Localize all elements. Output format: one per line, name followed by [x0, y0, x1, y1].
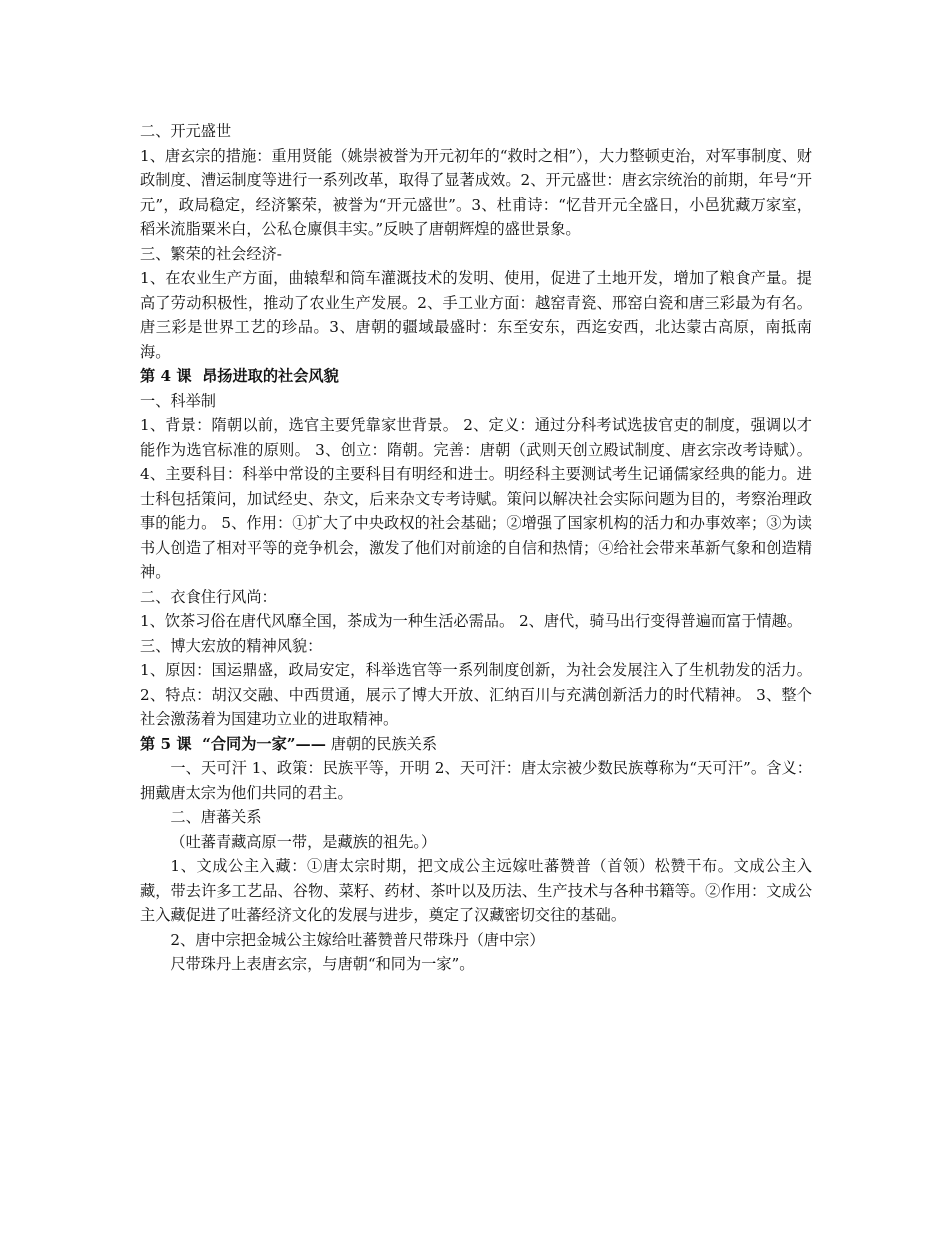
paragraph: 1、文成公主入藏：①唐太宗时期，把文成公主远嫁吐蕃赞普（首领）松赞干布。文成公主入藏，带去许多工艺品、谷物、菜籽、药材、茶叶以及历法、生产技术与各种书籍等。②作用：文成公主入藏促进了吐蕃经济文化的发展与进步，奠定了汉藏密切交往的基础。	[140, 857, 812, 924]
paragraph: 一、天可汗 1、政策：民族平等，开明 2、天可汗：唐太宗被少数民族尊称为“天可汗”。含义：拥戴唐太宗为他们共同的君主。	[140, 759, 812, 802]
paragraph: 1、唐玄宗的措施：重用贤能（姚崇被誉为开元初年的“救时之相”），大力整顿吏治，对军事制度、财政制度、漕运制度等进行一系列改革，取得了显著成效。2、开元盛世：唐玄宗统治的前期，年号“开元”，政局稳定，经济繁荣，被誉为“开元盛世”。3、杜甫诗：“忆昔开元全盛日，小邑犹藏万家室，稻米流脂粟米白，公私仓廪俱丰实。”反映了唐朝辉煌的盛世景象。	[140, 146, 812, 238]
section-title: 一、科举制	[140, 391, 216, 410]
section-title: 二、开元盛世	[140, 122, 232, 140]
document-page	[140, 119, 812, 977]
lesson-title: 第 4 课 昂扬进取的社会风貌	[140, 367, 339, 385]
paragraph: 1、原因：国运鼎盛，政局安定，科举选官等一系列制度创新，为社会发展注入了生机勃发的活力。 2、特点：胡汉交融、中西贯通，展示了博大开放、汇纳百川与充满创新活力的时代精神。 3、整个社会激荡着为国建功立业的进取精神。	[140, 661, 812, 728]
lesson-subtitle: 唐朝的民族关系	[325, 734, 438, 753]
lesson-title-line	[140, 732, 812, 757]
section-title: 二、衣食住行风尚：	[140, 587, 277, 606]
paragraph: 1、饮茶习俗在唐代风靡全国，茶成为一种生活必需品。 2、唐代，骑马出行变得普遍而富于情趣。	[140, 612, 803, 630]
section-title: 三、博大宏放的精神风貌：	[140, 636, 323, 655]
paragraph: 1、在农业生产方面，曲辕犁和筒车灌溉技术的发明、使用，促进了土地开发，增加了粮食产量。提高了劳动积极性，推动了农业生产发展。2、手工业方面：越窑青瓷、邢窑白瓷和唐三彩最为有名。唐三彩是世界工艺的珍品。3、唐朝的疆域最盛时：东至安东，西迄安西，北达蒙古高原，南抵南海。	[140, 269, 812, 361]
section-title: 二、唐蕃关系	[170, 808, 262, 826]
paragraph: 2、唐中宗把金城公主嫁给吐蕃赞普尺带珠丹（唐中宗）	[170, 930, 545, 949]
lesson-title: 第 5 课 “合同为一家”——	[140, 734, 326, 753]
section-title: 三、繁荣的社会经济-	[140, 244, 282, 263]
note: （吐蕃青藏高原一带，是藏族的祖先。）	[170, 832, 437, 851]
paragraph: 1、背景：隋朝以前，选官主要凭靠家世背景。 2、定义：通过分科考试选拔官吏的制度，强调以才能作为选官标准的原则。 3、创立：隋朝。完善：唐朝（武则天创立殿试制度、唐玄宗改考诗赋）。 4、主要科目：科举中常设的主要科目有明经和进士。明经科主要测试考生记诵儒家经典的能力。进士科包括策问，加试经史、杂文，后来杂文专考诗赋。策问以解决社会实际问题为目的，考察治理政事的能力。 5、作用：①扩大了中央政权的社会基础；②增强了国家机构的活力和办事效率；③为读书人创造了相对平等的竞争机会，激发了他们对前途的自信和热情；④给社会带来革新气象和创造精神。	[140, 416, 812, 581]
paragraph: 尺带珠丹上表唐玄宗，与唐朝“和同为一家”。	[170, 955, 475, 973]
